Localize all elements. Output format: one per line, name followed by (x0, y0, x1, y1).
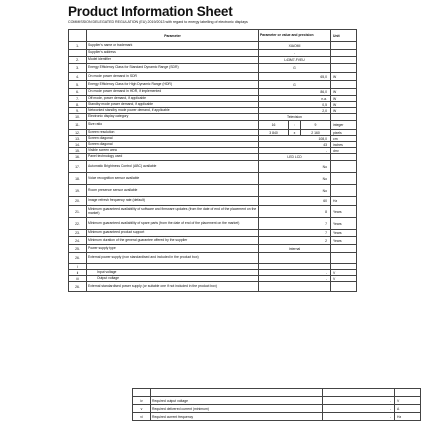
row-unit: V (395, 397, 421, 405)
row-parameter: Standby mode power demand, if applicable (87, 102, 259, 108)
row-unit: Years (331, 230, 357, 237)
row-number: 7. (69, 96, 87, 102)
row-value: LED LCD (259, 154, 331, 161)
row-unit: W (331, 89, 357, 96)
row-value: 0,5 (259, 102, 331, 108)
row-unit (331, 245, 357, 253)
row-number: 11. (69, 121, 87, 130)
row-number: 6. (69, 89, 87, 96)
table-row (69, 237, 357, 245)
row-parameter: Voice recognition sensor available (87, 173, 259, 185)
row-number: 22. (69, 218, 87, 230)
row-parameter: Required delivered current (minimum) (151, 405, 323, 413)
sheet-subtitle: COMMISSION DELEGATED REGULATION (EU) 2019/2013 with regard to energy labelling of electronic displays (68, 20, 248, 24)
row-value: - (323, 397, 395, 405)
table-row (133, 405, 421, 413)
table-row (69, 73, 357, 81)
row-value: 8 (259, 206, 331, 218)
row-value: 2,0 (259, 108, 331, 114)
row-value: XIAOMI (259, 42, 331, 50)
row-unit: integer (331, 121, 357, 130)
row-number: 12. (69, 130, 87, 136)
row-value: No (259, 161, 331, 173)
row-unit: dm² (331, 148, 357, 154)
sheet-title: Product Information Sheet (68, 4, 233, 19)
row-parameter: Visible screen area (87, 148, 259, 154)
row-unit (331, 185, 357, 197)
row-value: G (259, 64, 331, 73)
row-parameter: Energy Efficiency Class for Standard Dynamic Range (SDR) (87, 64, 259, 73)
row-number: 1. (69, 42, 87, 50)
row-value: 2 (259, 237, 331, 245)
row-number: iii (69, 276, 87, 282)
table-row (133, 397, 421, 405)
row-parameter (151, 389, 323, 397)
row-number: 13. (69, 136, 87, 142)
header-value: Parameter or value and precision (259, 30, 331, 42)
row-parameter: On mode power demand in HDR, if implemented (87, 89, 259, 96)
row-parameter: Minimum duration of the general guarantee offered by the supplier (87, 237, 259, 245)
row-value-separator: x (289, 130, 301, 136)
row-value: 43 (259, 142, 331, 148)
row-value: G (259, 81, 331, 89)
row-unit: V (331, 276, 357, 282)
row-unit (331, 253, 357, 264)
row-unit: W (331, 102, 357, 108)
row-value: No (259, 173, 331, 185)
row-value (259, 282, 331, 292)
row-unit (331, 42, 357, 50)
row-number: ii (69, 270, 87, 276)
row-unit: Hz (395, 413, 421, 421)
table-row (69, 154, 357, 161)
row-value: 7 (259, 230, 331, 237)
row-parameter: Size ratio (87, 121, 259, 130)
row-number: 15. (69, 148, 87, 154)
table-row (69, 173, 357, 185)
row-value: - (323, 405, 395, 413)
table-row (69, 245, 357, 253)
row-number: 20. (69, 197, 87, 206)
row-unit (331, 114, 357, 121)
table-row (69, 161, 357, 173)
row-parameter: Minimum guaranteed availability of spare parts (from the date of end of the placement on the market) (87, 218, 259, 230)
row-unit: V (331, 270, 357, 276)
row-parameter: Supplier's address (87, 50, 259, 57)
row-value: 65,0 (259, 73, 331, 81)
row-unit: W (331, 96, 357, 102)
row-number: 21. (69, 206, 87, 218)
row-value: L43M7-FVEU (259, 57, 331, 64)
row-value-separator: : (289, 121, 301, 130)
row-unit: Hz (331, 197, 357, 206)
product-information-sheet (64, 2, 402, 419)
row-number (133, 389, 151, 397)
row-parameter: Screen resolution (87, 130, 259, 136)
table-header-row (69, 30, 357, 42)
table-row (69, 89, 357, 96)
row-unit (331, 154, 357, 161)
row-number: 18. (69, 173, 87, 185)
row-value-a: 3 840 (259, 130, 289, 136)
row-parameter: Panel technology used (87, 154, 259, 161)
row-value-b: 9 (301, 121, 331, 130)
row-number: 26. (69, 282, 87, 292)
row-number: 10. (69, 114, 87, 121)
power-supply-body (133, 389, 421, 421)
row-number: 8. (69, 102, 87, 108)
table-row (69, 185, 357, 197)
row-value: No (259, 185, 331, 197)
row-value (259, 253, 331, 264)
table-row (133, 389, 421, 397)
row-parameter: Output voltage (87, 276, 259, 282)
table-body (69, 42, 357, 292)
row-value: n.a. (259, 96, 331, 102)
table-row (69, 57, 357, 64)
row-number: 9. (69, 108, 87, 114)
row-value: Television (259, 114, 331, 121)
row-parameter: Electronic display category (87, 114, 259, 121)
row-number: 2. (69, 57, 87, 64)
row-number: 16. (69, 154, 87, 161)
header-parameter: Parameter (87, 30, 259, 42)
row-number: 5. (69, 81, 87, 89)
table-row (69, 114, 357, 121)
row-value: 108,0 (259, 136, 331, 142)
row-parameter: Input voltage (87, 270, 259, 276)
row-value: 86,0 (259, 89, 331, 96)
row-parameter: On mode power demand in SDR (87, 73, 259, 81)
row-unit (331, 173, 357, 185)
row-parameter: Required current frequency (151, 413, 323, 421)
header-number (69, 30, 87, 42)
row-parameter: Off mode, power demand, if applicable (87, 96, 259, 102)
row-number: 26. (69, 253, 87, 264)
row-unit (331, 161, 357, 173)
table-row (69, 42, 357, 50)
row-parameter: Model identifier (87, 57, 259, 64)
row-value: - (323, 413, 395, 421)
table-row (69, 197, 357, 206)
row-parameter: Room presence sensor available (87, 185, 259, 197)
row-number: i (69, 264, 87, 270)
row-number: 4. (69, 73, 87, 81)
row-unit: inches (331, 142, 357, 148)
table-row (69, 121, 357, 130)
table-row (69, 50, 357, 57)
row-parameter: External standardised power supply (or suitable one if not included in the product box) (87, 282, 259, 292)
row-parameter: Supplier's name or trademark (87, 42, 259, 50)
row-parameter: Minimum guaranteed product support (87, 230, 259, 237)
row-parameter: Required output voltage (151, 397, 323, 405)
row-parameter: Minimum guaranteed availability of software and firmware updates (from the date of end of the placement on the market) (87, 206, 259, 218)
row-number: iv (133, 397, 151, 405)
row-unit: Years (331, 237, 357, 245)
header-unit: Unit (331, 30, 357, 42)
row-unit: A (395, 405, 421, 413)
row-number: 25. (69, 245, 87, 253)
row-parameter: Energy Efficiency Class for High Dynamic Range (HDR) (87, 81, 259, 89)
table-row (69, 64, 357, 73)
row-parameter: Screen diagonal (87, 142, 259, 148)
row-unit: W (331, 73, 357, 81)
row-parameter: Image refresh frequency rate (default) (87, 197, 259, 206)
row-unit: Years (331, 218, 357, 230)
row-unit (331, 81, 357, 89)
row-number: v (133, 405, 151, 413)
table-row (69, 230, 357, 237)
row-number: 23. (69, 230, 87, 237)
row-value: - (259, 148, 331, 154)
row-unit (331, 64, 357, 73)
row-number: 3. (69, 64, 87, 73)
row-parameter: Automatic Brightness Control (ABC) available (87, 161, 259, 173)
row-value: - (259, 50, 331, 57)
row-number: 17. (69, 161, 87, 173)
row-value-b: 2 160 (301, 130, 331, 136)
row-value-a: 16 (259, 121, 289, 130)
table-row (69, 218, 357, 230)
table-row (133, 413, 421, 421)
row-number: 24. (69, 237, 87, 245)
row-parameter: External power supply (non standardised and included in the product box) (87, 253, 259, 264)
row-parameter: Power supply type (87, 245, 259, 253)
row-unit (331, 50, 357, 57)
row-number: 14. (69, 142, 87, 148)
row-unit: Years (331, 206, 357, 218)
row-unit: pixels (331, 130, 357, 136)
row-unit: cm (331, 136, 357, 142)
row-number: 19. (69, 185, 87, 197)
row-value: - (259, 270, 331, 276)
table-row (69, 81, 357, 89)
parameters-table (68, 29, 357, 292)
row-value: Internal (259, 245, 331, 253)
table-row (69, 282, 357, 292)
row-unit: W (331, 108, 357, 114)
row-value: 7 (259, 218, 331, 230)
table-row (69, 253, 357, 264)
table-row (69, 206, 357, 218)
row-unit (331, 57, 357, 64)
row-value (323, 389, 395, 397)
row-value: 60 (259, 197, 331, 206)
row-number (69, 50, 87, 57)
row-parameter: Screen diagonal (87, 136, 259, 142)
row-unit (395, 389, 421, 397)
row-number: vi (133, 413, 151, 421)
row-unit (331, 282, 357, 292)
row-value: - (259, 276, 331, 282)
power-supply-table (132, 388, 421, 421)
row-parameter: Networked standby mode power demand, if applicable (87, 108, 259, 114)
